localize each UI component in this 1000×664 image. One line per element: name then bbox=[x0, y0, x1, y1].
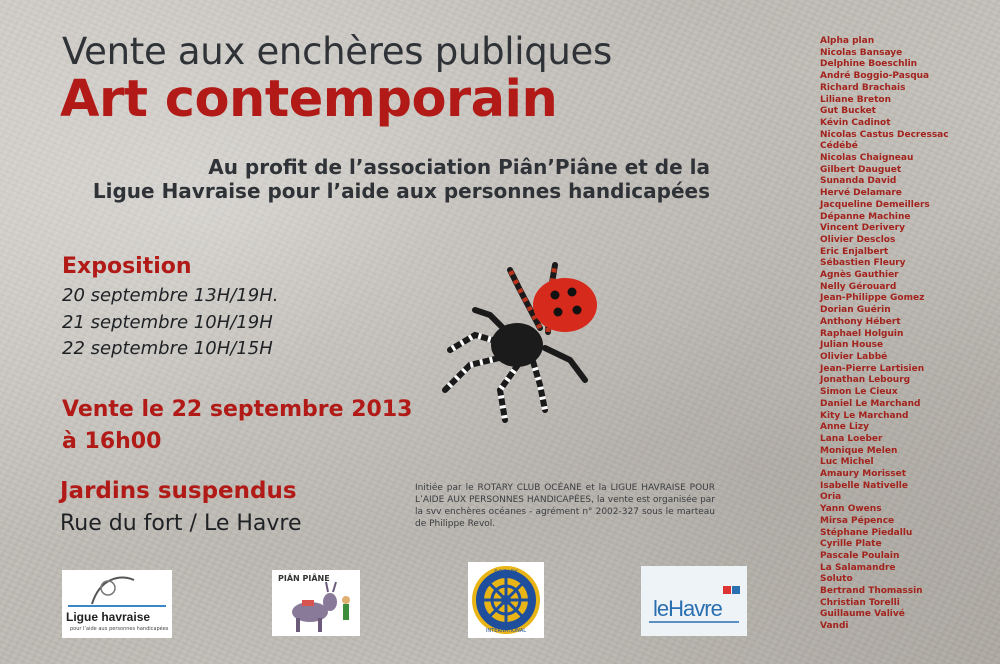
artist-name: Jonathan Lebourg bbox=[820, 375, 911, 386]
artist-name: Olivier Labbé bbox=[820, 351, 888, 362]
title-line-2: Art contemporain bbox=[60, 70, 558, 129]
sale-info bbox=[62, 394, 412, 458]
artist-name: Nicolas Castus Decressac bbox=[820, 129, 949, 140]
exposition-dates bbox=[62, 283, 278, 363]
rotary-top-text: ROTARY bbox=[494, 569, 518, 576]
havre-logo-text: leHavre bbox=[653, 596, 722, 621]
artist-name: Dorian Guérin bbox=[820, 305, 891, 316]
artist-name: Jacqueline Demeillers bbox=[820, 199, 930, 210]
beneficiary-line-1: Au profit de l’association Piân’Piâne et de la bbox=[208, 155, 710, 179]
artist-name: Isabelle Nativelle bbox=[820, 480, 908, 491]
artist-name: Richard Brachais bbox=[820, 82, 906, 93]
ligue-logo-text: Ligue havraise bbox=[66, 610, 151, 624]
artist-name: Gilbert Dauguet bbox=[820, 164, 902, 175]
artist-name: Eric Enjalbert bbox=[820, 246, 889, 257]
artist-name: Gut Bucket bbox=[820, 106, 876, 117]
exposition-heading: Exposition bbox=[62, 254, 192, 279]
artist-name: Liliane Breton bbox=[820, 94, 892, 105]
artist-name: Kévin Cadinot bbox=[820, 117, 891, 128]
artist-name: Mirsa Pépence bbox=[820, 515, 895, 526]
artist-name: André Boggio-Pasqua bbox=[820, 71, 930, 82]
artist-name: Oria bbox=[820, 492, 842, 503]
artist-name: Pascale Poulain bbox=[820, 550, 900, 561]
rotary-wheel-icon bbox=[468, 562, 544, 638]
artist-name: Nelly Gérouard bbox=[820, 281, 897, 292]
artist-name: Vincent Derivery bbox=[820, 223, 905, 234]
artist-name: Monique Melen bbox=[820, 445, 898, 456]
artist-name: Soluto bbox=[820, 574, 853, 585]
artist-name: Sébastien Fleury bbox=[820, 258, 906, 269]
artist-name: Cédébé bbox=[820, 141, 858, 152]
artist-name: Daniel Le Marchand bbox=[820, 398, 921, 409]
artist-name: Vandi bbox=[820, 621, 849, 632]
artist-name: Jean-Philippe Gomez bbox=[820, 293, 925, 304]
ligue-emblem-icon bbox=[62, 570, 172, 610]
artist-name: Dépanne Machine bbox=[820, 211, 911, 222]
artist-name: Delphine Boeschlin bbox=[820, 59, 918, 70]
pian-piane-logo bbox=[272, 570, 360, 636]
artist-name: Nicolas Bansaye bbox=[820, 47, 903, 58]
artist-list bbox=[820, 36, 949, 633]
title-line-1: Vente aux enchères publiques bbox=[62, 30, 612, 73]
artist-name: Guillaume Valivé bbox=[820, 609, 905, 620]
artist-name: Luc Michel bbox=[820, 457, 874, 468]
artist-name: Anthony Hébert bbox=[820, 316, 901, 327]
artist-name: Anne Lizy bbox=[820, 422, 869, 433]
artist-name: Kity Le Marchand bbox=[820, 410, 909, 421]
sale-date: Vente le 22 septembre 2013 bbox=[62, 397, 413, 422]
artist-name: Lana Loeber bbox=[820, 433, 883, 444]
ligue-logo-subtext: pour l’aide aux personnes handicapées bbox=[70, 626, 169, 632]
artist-name: Nicolas Chaigneau bbox=[820, 153, 914, 164]
sale-time: à 16h00 bbox=[62, 429, 162, 454]
exposition-date: 20 septembre 13H/19H. bbox=[62, 285, 279, 306]
rotary-bottom-text: INTERNATIONAL bbox=[485, 628, 527, 634]
exposition-date: 22 septembre 10H/15H bbox=[62, 338, 273, 359]
artist-name: Hervé Delamare bbox=[820, 188, 902, 199]
artist-name: Bertrand Thomassin bbox=[820, 586, 923, 597]
pian-logo-text: PIÂN PIÂNE bbox=[278, 574, 330, 583]
artist-name: Julian House bbox=[820, 340, 884, 351]
exposition-date: 21 septembre 10H/19H bbox=[62, 311, 273, 333]
artist-name: Raphael Holguin bbox=[820, 328, 904, 339]
location-address: Rue du fort / Le Havre bbox=[60, 511, 302, 536]
location-name: Jardins suspendus bbox=[60, 478, 297, 504]
spider-illustration bbox=[420, 250, 620, 435]
artist-name: Stéphane Piedallu bbox=[820, 527, 913, 538]
artist-name: Sunanda David bbox=[820, 176, 897, 187]
rotary-logo bbox=[468, 562, 544, 638]
artist-name: Agnès Gauthier bbox=[820, 270, 899, 281]
artist-name: Simon Le Cieux bbox=[820, 387, 898, 398]
le-havre-logo bbox=[641, 566, 747, 636]
ligue-havraise-logo bbox=[62, 570, 172, 638]
artist-name: Alpha plan bbox=[820, 36, 875, 46]
artist-name: La Salamandre bbox=[820, 562, 896, 573]
beneficiary-line-2: Ligue Havraise pour l’aide aux personnes handicapées bbox=[92, 179, 710, 203]
artist-name: Olivier Desclos bbox=[820, 234, 896, 245]
artist-name: Jean-Pierre Lartisien bbox=[820, 363, 925, 374]
organizer-note: Initiée par le ROTARY CLUB OCÉANE et la LIGUE HAVRAISE POUR L’AIDE AUX PERSONNES HANDICAPÉES, la vente est organisée par la svv enchères océanes - agrément n° 2002-327 sous le marteau de Philippe Revol. bbox=[415, 483, 715, 529]
artist-name: Yann Owens bbox=[820, 504, 882, 515]
artist-name: Amaury Morisset bbox=[820, 469, 907, 480]
artist-name: Cyrille Plate bbox=[820, 539, 882, 550]
artist-name: Christian Torelli bbox=[820, 597, 900, 608]
beneficiary-text bbox=[60, 155, 710, 203]
